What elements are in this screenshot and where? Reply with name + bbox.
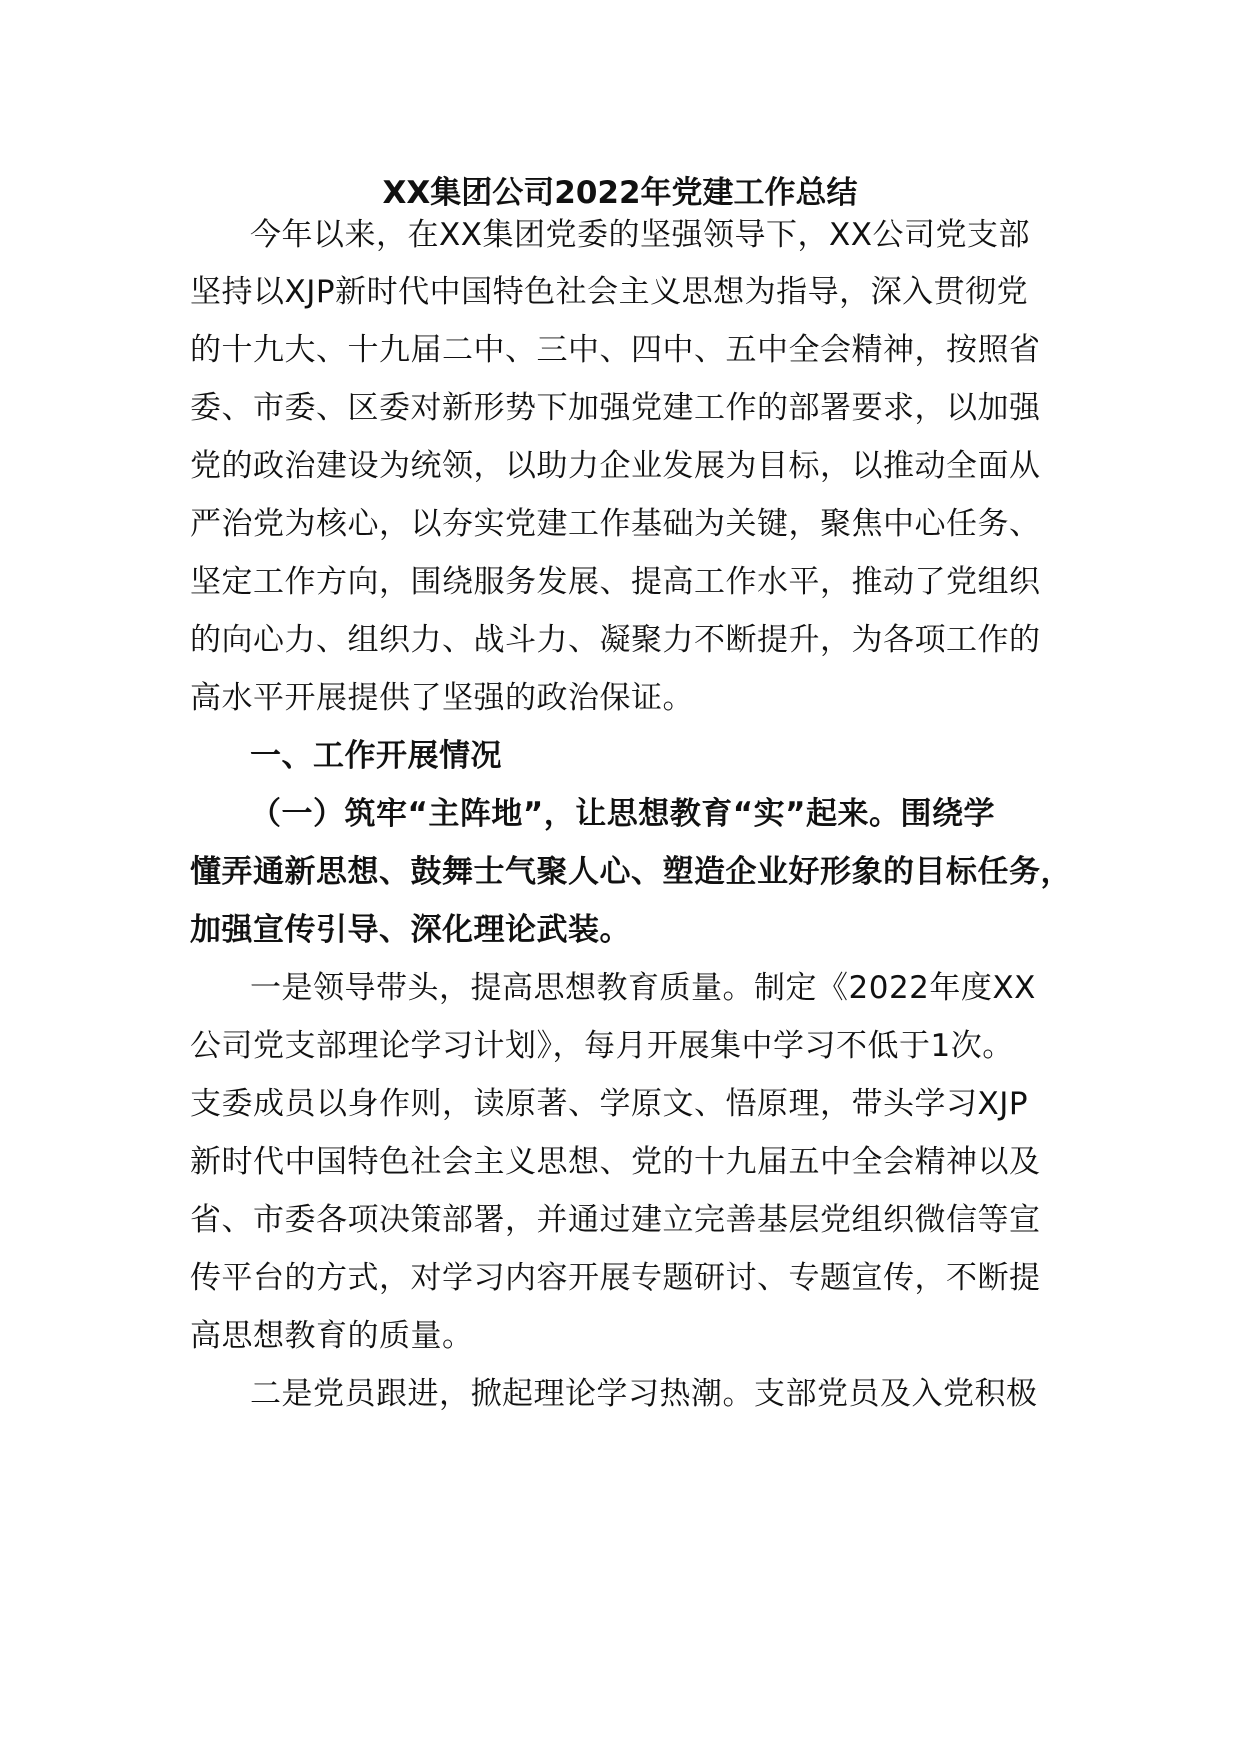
paragraph-line: 坚持以XJP新时代中国特色社会主义思想为指导，深入贯彻党	[190, 274, 1029, 310]
paragraph-line: 二是党员跟进，掀起理论学习热潮。支部党员及入党积极	[250, 1376, 1038, 1412]
subsection-heading-line: 懂弄通新思想、鼓舞士气聚人心、塑造企业好形象的目标任务，	[190, 854, 1072, 890]
paragraph-line: 的十九大、十九届二中、三中、四中、五中全会精神，按照省	[190, 332, 1041, 368]
subsection-heading-line: 加强宣传引导、深化理论武装。	[190, 912, 631, 948]
paragraph-line: 坚定工作方向，围绕服务发展、提高工作水平，推动了党组织	[190, 564, 1041, 600]
paragraph-line: 省、市委各项决策部署，并通过建立完善基层党组织微信等宣	[190, 1202, 1041, 1238]
paragraph-line: 今年以来，在XX集团党委的坚强领导下，XX公司党支部	[250, 217, 1030, 253]
paragraph-line: 支委成员以身作则，读原著、学原文、悟原理，带头学习XJP	[190, 1086, 1029, 1122]
paragraph-line: 新时代中国特色社会主义思想、党的十九届五中全会精神以及	[190, 1144, 1041, 1180]
paragraph-line: 委、市委、区委对新形势下加强党建工作的部署要求，以加强	[190, 390, 1041, 426]
paragraph-line: 传平台的方式，对学习内容开展专题研讨、专题宣传，不断提	[190, 1260, 1041, 1296]
paragraph-line: 党的政治建设为统领，以助力企业发展为目标，以推动全面从	[190, 448, 1041, 484]
paragraph-line: 的向心力、组织力、战斗力、凝聚力不断提升，为各项工作的	[190, 622, 1041, 658]
paragraph-line: 一是领导带头，提高思想教育质量。制定《2022年度XX	[250, 970, 1036, 1006]
document-title: XX集团公司2022年党建工作总结	[382, 175, 858, 211]
paragraph-line: 高思想教育的质量。	[190, 1318, 474, 1354]
paragraph-line: 高水平开展提供了坚强的政治保证。	[190, 680, 694, 716]
paragraph-line: 公司党支部理论学习计划》，每月开展集中学习不低于1次。	[190, 1028, 1014, 1064]
subsection-heading-line: （一）筑牢“主阵地”，让思想教育“实”起来。围绕学	[250, 796, 995, 832]
section-heading: 一、工作开展情况	[250, 738, 502, 774]
paragraph-line: 严治党为核心，以夯实党建工作基础为关键，聚焦中心任务、	[190, 506, 1041, 542]
